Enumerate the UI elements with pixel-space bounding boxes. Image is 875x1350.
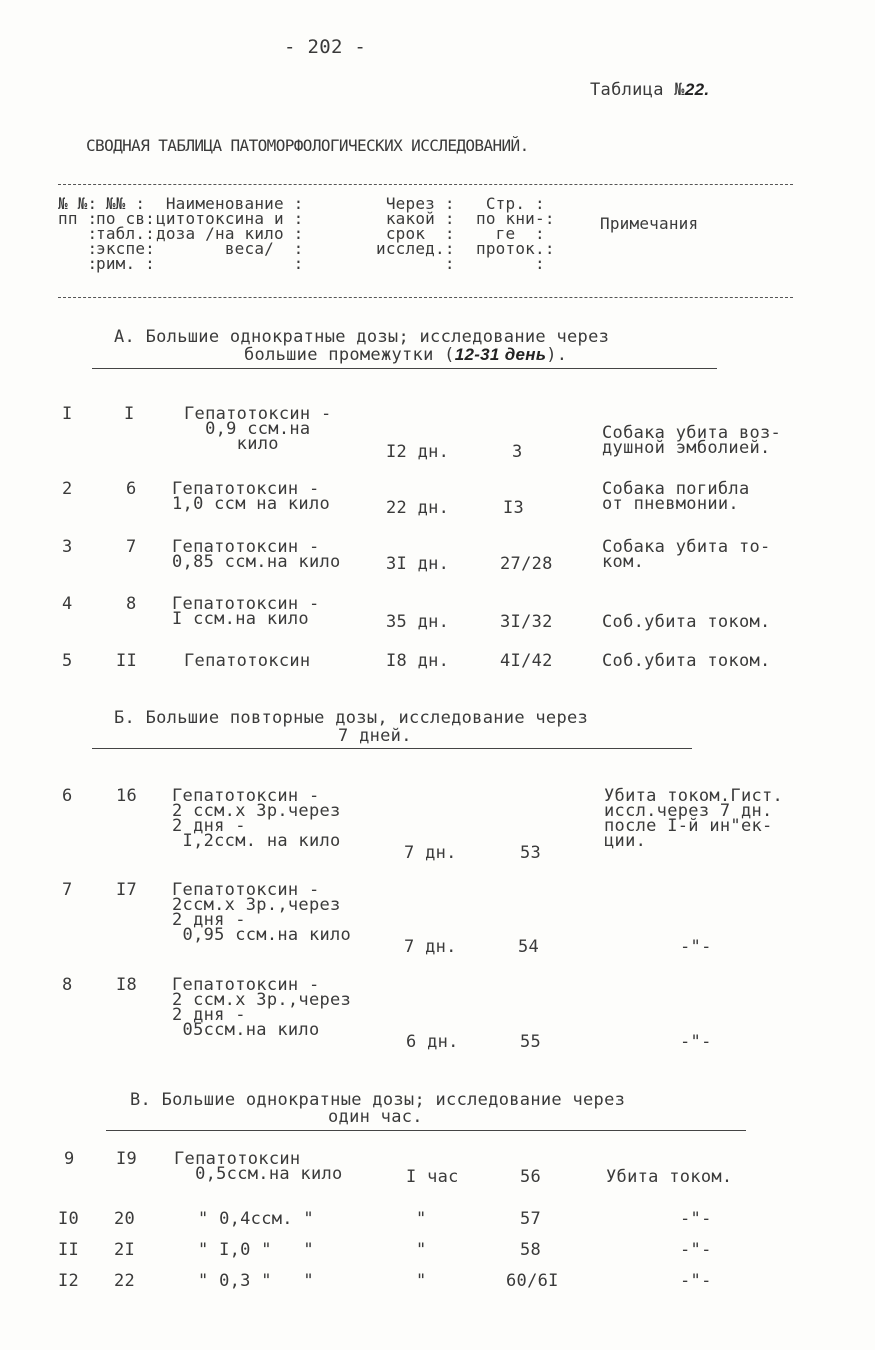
row-experiment: 8 — [126, 594, 137, 614]
row-dose: Гепатотоксин - 1,0 ссм на кило — [172, 479, 331, 514]
row-note: Убита током. — [606, 1167, 733, 1187]
row-dose: Гепатотоксин - 2 ссм.х 3р.через 2 дня - I,2ссм. на кило — [172, 786, 341, 851]
row-page: 54 — [518, 937, 540, 957]
row-number: I0 — [58, 1209, 80, 1229]
table-number: 22. — [684, 80, 710, 99]
row-experiment: 16 — [116, 786, 138, 806]
row-number: 5 — [62, 651, 73, 671]
row-note: Соб.убита током. — [602, 651, 771, 671]
row-number: 2 — [62, 479, 73, 499]
section-a-underline — [92, 368, 717, 369]
section-v-heading-2: один час. — [328, 1107, 423, 1127]
row-page: 55 — [520, 1032, 542, 1052]
row-page: 58 — [520, 1240, 542, 1260]
row-term: 6 дн. — [406, 1032, 459, 1052]
section-v-underline — [106, 1130, 746, 1131]
header-col-page: Стр. : по кни-: ге : проток.: : — [476, 194, 555, 273]
header-col-name: Наименование : цитотоксина и : доза /на кило : веса/ : : — [156, 194, 304, 273]
row-term: 3I дн. — [386, 554, 450, 574]
section-a-handwritten: 12-31 день — [454, 345, 547, 364]
section-a-heading-2: большие промежутки (12-31 день). — [244, 345, 568, 365]
row-term: " — [416, 1209, 427, 1229]
row-note: Собака убита воз- душной эмболией. — [602, 423, 782, 458]
row-dose: " 0,3 " " — [198, 1271, 314, 1291]
row-dose: Гепатотоксин - 0,85 ссм.на кило — [172, 537, 341, 572]
row-dose: Гепатотоксин - 0,9 ссм.на кило — [184, 404, 332, 454]
row-page: 3 — [512, 442, 523, 462]
section-b-heading: Б. Большие повторные дозы, исследование через — [114, 708, 589, 728]
row-dose: Гепатотоксин - I ссм.на кило — [172, 594, 320, 629]
row-experiment: I7 — [116, 880, 138, 900]
row-note: -"- — [680, 1240, 712, 1260]
row-page: 53 — [520, 843, 542, 863]
row-note: -"- — [680, 1032, 712, 1052]
row-number: 4 — [62, 594, 73, 614]
row-experiment: 20 — [114, 1209, 136, 1229]
row-number: 3 — [62, 537, 73, 557]
row-dose: " I,0 " " — [198, 1240, 314, 1260]
row-page: 4I/42 — [500, 651, 553, 671]
row-note: -"- — [680, 1209, 712, 1229]
section-v-heading: В. Большие однократные дозы; исследование через — [130, 1090, 626, 1110]
row-dose: " 0,4ссм. " — [198, 1209, 314, 1229]
row-note: Убита током.Гист. иссл.через 7 дн. после I-й ин"ек- ции. — [604, 786, 784, 851]
header-col-term: Через : какой : срок : исслед.: : — [376, 194, 455, 273]
row-term: 7 дн. — [404, 937, 457, 957]
section-b-heading-2: 7 дней. — [338, 726, 412, 746]
section-b-underline — [92, 748, 692, 749]
row-experiment: I — [124, 404, 135, 424]
row-experiment: II — [116, 651, 138, 671]
row-dose: Гепатотоксин - 2ссм.х 3р.,через 2 дня - 0,95 ссм.на кило — [172, 880, 352, 945]
row-number: II — [58, 1240, 80, 1260]
row-experiment: 2I — [114, 1240, 136, 1260]
row-dose: Гепатотоксин — [184, 651, 311, 671]
row-term: 7 дн. — [404, 843, 457, 863]
row-page: 56 — [520, 1167, 542, 1187]
row-page: 57 — [520, 1209, 542, 1229]
row-term: " — [416, 1271, 427, 1291]
table-label: Таблица №22. — [590, 80, 710, 100]
row-page: 27/28 — [500, 554, 553, 574]
row-term: I час — [406, 1167, 459, 1187]
header-top-rule — [58, 184, 793, 185]
row-experiment: 6 — [126, 479, 137, 499]
row-term: " — [416, 1240, 427, 1260]
row-note: Собака погибла от пневмонии. — [602, 479, 750, 514]
row-term: 22 дн. — [386, 498, 450, 518]
row-experiment: 7 — [126, 537, 137, 557]
row-term: I2 дн. — [386, 442, 450, 462]
row-experiment: I9 — [116, 1149, 138, 1169]
row-number: 9 — [64, 1149, 75, 1169]
header-bottom-rule — [58, 297, 793, 298]
row-dose: Гепатотоксин 0,5ссм.на кило — [174, 1149, 343, 1184]
row-page: 60/6I — [506, 1271, 559, 1291]
document-title: СВОДНАЯ ТАБЛИЦА ПАТОМОРФОЛОГИЧЕСКИХ ИССЛЕДОВАНИЙ. — [86, 136, 529, 155]
row-page: 3I/32 — [500, 612, 553, 632]
row-number: I2 — [58, 1271, 80, 1291]
row-page: I3 — [503, 498, 525, 518]
row-note: Собака убита то- ком. — [602, 537, 771, 572]
row-note: -"- — [680, 1271, 712, 1291]
row-number: I — [62, 404, 73, 424]
row-experiment: 22 — [114, 1271, 136, 1291]
section-a-heading: А. Большие однократные дозы; исследование через — [114, 327, 610, 347]
row-number: 6 — [62, 786, 73, 806]
row-term: 35 дн. — [386, 612, 450, 632]
row-note: -"- — [680, 937, 712, 957]
row-dose: Гепатотоксин - 2 ссм.х 3р.,через 2 дня - 05ссм.на кило — [172, 975, 352, 1040]
row-note: Соб.убита током. — [602, 612, 771, 632]
row-experiment: I8 — [116, 975, 138, 995]
header-col-notes: Примечания — [600, 214, 699, 233]
row-term: I8 дн. — [386, 651, 450, 671]
header-col-no: № №: пп : : : : — [58, 194, 98, 273]
header-col-exp: №№ : по св: табл.: экспе: рим. : — [96, 194, 155, 273]
row-number: 7 — [62, 880, 73, 900]
page-number: - 202 - — [284, 36, 367, 58]
row-number: 8 — [62, 975, 73, 995]
